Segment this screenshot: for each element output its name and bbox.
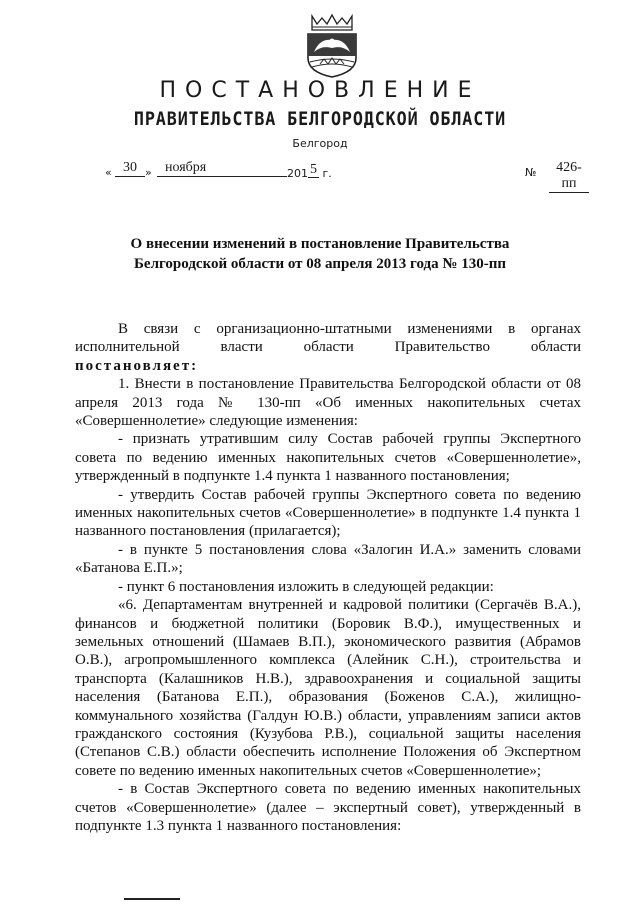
document-body — [75, 320, 581, 835]
date-year — [287, 162, 332, 182]
paragraph-preamble: В связи с организационно-штатными изменениями в органах исполнительной власти области Правительство области — [75, 321, 581, 356]
paragraph-item-1-a: - признать утратившим силу Состав рабочей группы Экспертного совета по ведению именных накопительных счетов «Совершеннолетие», утвержденный в подпункте 1.4 пункта 1 названного постановления; — [75, 431, 581, 485]
paragraph-item-1-b: - утвердить Состав рабочей группы Экспертного совета по ведению именных накопительных счетов «Совершеннолетие» в подпункте 1.4 пункта 1 названного постановления (прилагается); — [75, 486, 581, 540]
document-number: 426-пп — [549, 160, 589, 193]
paragraph-resolves — [75, 357, 581, 375]
date-number-line — [75, 160, 585, 191]
city-label: Белгород — [292, 137, 348, 150]
date-quote-close: » — [145, 166, 152, 179]
date-month: ноября — [157, 160, 287, 177]
resolves-word: постановляет: — [75, 357, 199, 374]
date-year-suffix: г. — [319, 167, 332, 180]
paragraph-item-6-text: «6. Департаментам внутренней и кадровой политики (Сергачёв В.А.), финансов и бюджетной политики (Боровик В.Ф.), имущественных и земельных отношений (Шамаев В.П.), экономического развития (Абрамов О.В.), агропромышленного комплекса (Алейник С.Н.), строительства и транспорта (Калашников Н.В.), здравоохранения и социальной защиты населения (Батанова Е.П.), образования (Боженов С.А.), жилищно-коммунального хозяйства (Галдун Ю.В.) области, управлениям записи актов гражданского состояния (Кузубова Р.В.), социальной защиты населения (Степанов С.В.) области обеспечить исполнение Положения об Экспертном совете по ведению именных накопительных счетов «Совершеннолетие»; — [75, 597, 581, 779]
issuing-authority: ПРАВИТЕЛЬСТВА БЕЛГОРОДСКОЙ ОБЛАСТИ — [133, 108, 507, 130]
date-quote-open: « — [105, 166, 112, 179]
paragraph-item-1: 1. Внести в постановление Правительства Белгородской области от 08 апреля 2013 года № 130-пп «Об именных накопительных счетах «Совершеннолетие» следующие изменения: — [75, 376, 581, 430]
document-heading — [0, 234, 640, 274]
date-year-digit: 5 — [310, 162, 317, 177]
heading-line-2: Белгородской области от 08 апреля 2013 года № 130-пп — [134, 256, 506, 272]
date-day: 30 — [115, 160, 145, 177]
date-year-prefix: 201 — [287, 167, 308, 180]
number-label: № — [525, 166, 537, 179]
document-type-title: ПОСТАНОВЛЕНИЕ — [159, 78, 481, 103]
paragraph-item-1-e: - в Состав Экспертного совета по ведению именных накопительных счетов «Совершеннолетие» (далее – экспертный совет), утвержденный в подпункте 1.3 пункта 1 названного постановления: — [75, 781, 581, 834]
footer-line — [124, 898, 180, 900]
paragraph-item-1-d: - пункт 6 постановления изложить в следующей редакции: — [118, 578, 494, 595]
coat-of-arms-icon — [302, 12, 362, 78]
heading-line-1: О внесении изменений в постановление Правительства — [130, 236, 510, 252]
paragraph-item-1-c: - в пункте 5 постановления слова «Залогин И.А.» заменить словами «Батанова Е.П.»; — [75, 541, 581, 577]
